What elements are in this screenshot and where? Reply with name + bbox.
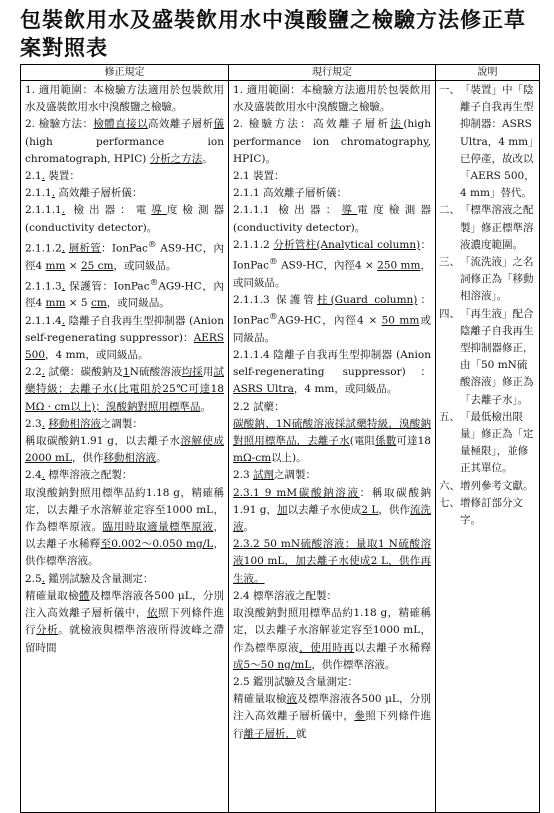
current-paragraph: 2.1.1 高效離子層析儀： (233, 187, 348, 200)
current-paragraph: 2.1.1.1 檢出器：導電度檢測器 (conductivity detector)。 (233, 204, 432, 234)
note-number: 二、 (439, 204, 460, 217)
note-item (439, 478, 536, 495)
current-text (229, 81, 435, 812)
current-paragraph: 2.1.1.2 分析管柱(Analytical column)：IonPac® AS9-HC，內徑4 × 250 mm，或同級品。 (233, 238, 432, 289)
current-paragraph: 取溴酸鈉對照用標準品約1.18 g，精確稱定，以去離子水溶解並定容至1000 mL，作為標準原液，使用時再以去離子水稀釋成5～50 ng/mL，供作標準溶液。 (233, 607, 432, 671)
note-item (439, 495, 536, 529)
notes-list (436, 81, 539, 529)
revised-paragraph: 2.4. 標準溶液之配製： (25, 469, 133, 482)
current-paragraph: 2.1 裝置： (233, 170, 285, 183)
revised-paragraph: 2.2. 試藥：碳酸鈉及1N硫酸溶液均採用試藥特級；去離子水(比電阻於25℃可達18 MΩ · cm以上)；溴酸鈉對照用標準品。 (25, 366, 225, 413)
revised-text (21, 81, 228, 812)
note-text: 「再生液」配合陰離子自我再生型抑制器修正，由「50 mN硫酸溶液」修正為「去離子水」。 (460, 307, 534, 406)
current-paragraph: 2.3.1 9 mM碳酸鈉溶液：稱取碳酸鈉1.91 g，加以去離子水使成2 L，供作流洗液。 (233, 486, 432, 534)
revised-paragraph: 2.1.1.2. 層析管：IonPac® AS9-HC，內徑4 mm × 25 cm，或同級品。 (25, 239, 225, 272)
note-number: 七、 (439, 496, 460, 509)
note-number: 四、 (439, 307, 460, 320)
note-text: 「標準溶液之配製」修正標準溶液濃度範圍。 (460, 204, 534, 251)
revised-paragraph: 2.1. 裝置： (25, 170, 80, 183)
revised-column (21, 81, 229, 813)
header-revised: 修正規定 (21, 65, 229, 81)
current-paragraph: 精確量取檢液及標準溶液各500 μL，分別注入高效離子層析儀中，參照下列條件進行離子層析，就 (233, 693, 432, 740)
note-number: 五、 (439, 410, 460, 423)
table-body-row (21, 81, 540, 813)
note-number: 三、 (439, 256, 460, 269)
revised-paragraph: 2.5. 鑑別試驗及含量測定： (25, 572, 154, 585)
note-item (439, 202, 536, 254)
revised-paragraph: 精確量取檢體及標準溶液各500 μL，分別注入高效離子層析儀中，依照下列條件進行分析。就檢液與標準溶液所得波峰之滯留時間 (25, 589, 225, 654)
comparison-table (20, 64, 540, 813)
current-paragraph: 2.4 標準溶液之配製： (233, 589, 338, 602)
note-text: 增列參考文獻。 (460, 479, 534, 492)
note-item (439, 409, 536, 478)
current-paragraph: 碳酸鈉、1N硫酸溶液採試藥特級，溴酸鈉對照用標準品，去離子水(電阻係數可達18 mΩ-cm以上)。 (233, 417, 431, 465)
note-text: 「流洗液」之名詞修正為「移動相溶液」。 (460, 256, 534, 303)
revised-paragraph: 1. 適用範圍：本檢驗方法適用於包裝飲用水及盛裝飲用水中溴酸鹽之檢驗。 (25, 84, 224, 114)
current-paragraph: 2.5 鑑別試驗及含量測定： (233, 675, 359, 688)
revised-paragraph: 稱取碳酸鈉1.91 g，以去離子水溶解使成2000 mL，供作移動相溶液。 (25, 435, 225, 465)
revised-paragraph: 2.1.1.1. 檢出器：電導度檢測器 (conductivity detector)。 (25, 204, 225, 234)
notes-column (436, 81, 540, 813)
note-item (439, 254, 536, 306)
table-header-row (21, 65, 540, 81)
revised-paragraph: 2.1.1. 高效離子層析儀： (25, 187, 143, 200)
document-title: 包裝飲用水及盛裝飲用水中溴酸鹽之檢驗方法修正草案對照表 (20, 7, 526, 60)
note-text: 「最低檢出限量」修正為「定量極限」，並修正其單位。 (460, 410, 534, 475)
note-number: 六、 (439, 479, 460, 492)
revised-paragraph: 2. 檢驗方法：檢體直接以高效離子層析儀(high performance ion chromatograph, HPIC) 分析之方法。 (25, 118, 225, 165)
current-paragraph: 2.2 試藥： (233, 400, 285, 413)
note-item (439, 306, 536, 409)
current-paragraph: 2.1.1.4 陰離子自我再生型抑制器 (Anion self-regenerating suppressor)：ASRS Ultra，4 mm，或同級品。 (233, 349, 431, 396)
header-current: 現行規定 (229, 65, 436, 81)
revised-paragraph: 2.1.1.4. 陰離子自我再生型抑制器 (Anion self-regenerating suppressor)：AERS 500，4 mm，或同級品。 (25, 314, 224, 362)
current-column (229, 81, 436, 813)
current-paragraph: 2. 檢驗方法：高效離子層析法(high performance ion chromatography, HPIC)。 (233, 118, 432, 165)
note-text: 「裝置」中「陰離子自我再生型抑制器：ASRS Ultra，4 mm」已停產，故改以「AERS 500，4 mm」替代。 (460, 84, 535, 200)
current-paragraph: 2.3 試劑之調製： (233, 469, 317, 482)
current-paragraph: 2.3.2 50 mN硫酸溶液：量取1 N硫酸溶液100 mL，加去離子水使成2 L，供作再生液。 (233, 538, 431, 585)
revised-paragraph: 2.1.1.3. 保護管：IonPac®AG9-HC，內徑4 mm × 5 cm，或同級品。 (25, 277, 224, 310)
note-text: 增修訂部分文字。 (460, 496, 523, 527)
note-number: 一、 (439, 84, 460, 96)
current-paragraph: 2.1.1.3 保護管柱(Guard column)：IonPac®AG9-HC，內徑4 × 50 mm或同級品。 (233, 293, 431, 344)
current-paragraph: 1. 適用範圍：本檢驗方法適用於包裝飲用水及盛裝飲用水中溴酸鹽之檢驗。 (233, 84, 431, 114)
note-item (439, 82, 536, 202)
revised-paragraph: 取溴酸鈉對照用標準品約1.18 g，精確稱定，以去離子水溶解並定容至1000 mL，作為標準原液。臨用時取適量標準原液，以去離子水稀釋至0.002～0.050 mg/L，供作標準溶液。 (25, 486, 225, 568)
revised-paragraph: 2.3. 移動相溶液之調製： (25, 417, 143, 430)
header-notes: 說明 (436, 65, 540, 81)
